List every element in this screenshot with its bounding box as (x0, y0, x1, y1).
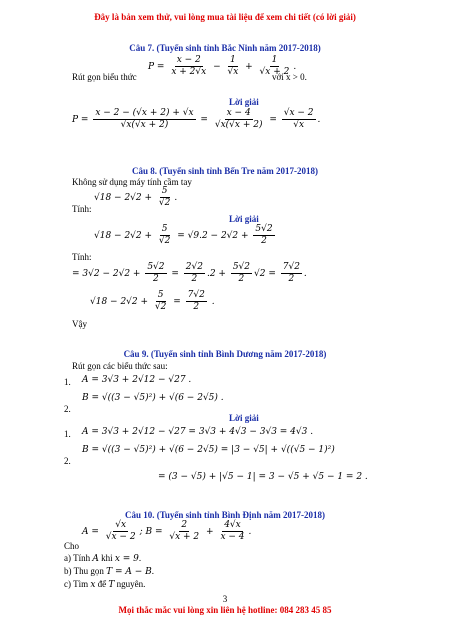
q9-solution-2-line2: = (3 − √5) + |√5 − 1| = 3 − √5 + √5 − 1 = 2 . (158, 472, 368, 482)
q8-solution-line2: = 3√2 − 2√2 + $\frac{5√2}{2}$ = $\frac{2√2}{2}$ .2 + $\frac{5√2}{2}$ √2 = $\frac{7√2}{2}$ . (72, 262, 307, 284)
q9-solution-2-number: 2. (64, 456, 71, 466)
q8-solution-label: Lời giải (229, 214, 259, 224)
q9-solution-label: Lời giải (229, 413, 259, 423)
q7-prompt: Rút gọn biểu thức (72, 72, 137, 82)
q8-expression: √18 − 2√2 + $\frac{5}{√2}$ . (94, 186, 178, 208)
q10-part-b: b) Thu gọn T = A − B. (64, 566, 154, 577)
page-number: 3 (222, 594, 228, 604)
question-8-title: Câu 8. (Tuyển sinh tỉnh Bến Tre năm 2017-2018) (132, 166, 318, 176)
q10-part-a: a) Tính A khi x = 9. (64, 553, 142, 564)
footer-banner: Mọi thắc mắc vui lòng xin liên hệ hotline: 084 283 45 85 (118, 605, 332, 615)
q8-solution-line1: √18 − 2√2 + $\frac{5}{√2}$ = √9.2 − 2√2 + $\frac{5√2}{2}$ (94, 224, 273, 246)
q8-tinh-label: Tính: (72, 204, 92, 214)
q9-prompt: Rút gọn các biểu thức sau: (72, 361, 168, 371)
q9-solution-2-line1: B = √((3 − √5)²) + √(6 − 2√5) = |3 − √5| + √((√5 − 1)²) (82, 445, 335, 455)
question-9-title: Câu 9. (Tuyển sinh tỉnh Bình Dương năm 2017-2018) (123, 349, 327, 359)
q7-expression: P = $\frac{x - 2}{x + 2√x}$ − $\frac{1}{√x}$ + $\frac{1}{√x + 2}$ . (148, 55, 297, 77)
question-7-title: Câu 7. (Tuyển sinh tỉnh Bắc Ninh năm 2017-2018) (129, 43, 321, 53)
q9-solution-1-expression: A = 3√3 + 2√12 − √27 = 3√3 + 4√3 − 3√3 = 4√3 . (82, 427, 314, 437)
q10-part-c: c) Tìm x để T nguyên. (64, 579, 146, 590)
q9-item-2-number: 2. (64, 404, 71, 414)
question-10-title: Câu 10. (Tuyển sinh tỉnh Bình Định năm 2017-2018) (125, 510, 325, 520)
header-banner: Đây là bản xem thử, vui lòng mua tài liệu để xem chi tiết (có lời giải) (94, 12, 356, 22)
q10-expression: A = $\frac{√x}{√x - 2}$ ; B = $\frac{2}{√x + 2}$ + $\frac{4√x}{x - 4}$ . (82, 520, 252, 542)
q7-solution-expression: P = $\frac{x - 2 - (√x + 2) + √x}{√x(√x + 2)}$ = $\frac{x - 4}{√x(√x + 2)}$ = $\frac{√x - 2}{√x}$ . (72, 108, 321, 130)
q9-item-2-expression: B = √((3 − √5)²) + √(6 − 2√5) . (82, 393, 224, 403)
q8-solution-line3: √18 − 2√2 + $\frac{5}{√2}$ = $\frac{7√2}{2}$ . (90, 290, 215, 312)
q9-item-1-number: 1. (64, 377, 71, 387)
q9-solution-1-number: 1. (64, 429, 71, 439)
q8-vay: Vậy (72, 319, 87, 329)
q8-prompt: Không sử dụng máy tính cầm tay (72, 177, 192, 187)
q8-tinh-label-2: Tính: (72, 252, 92, 262)
q7-solution-label: Lời giải (229, 97, 259, 107)
q9-item-1-expression: A = 3√3 + 2√12 − √27 . (82, 375, 192, 385)
q7-condition: với x > 0. (272, 72, 307, 82)
q10-cho: Cho (64, 541, 80, 551)
